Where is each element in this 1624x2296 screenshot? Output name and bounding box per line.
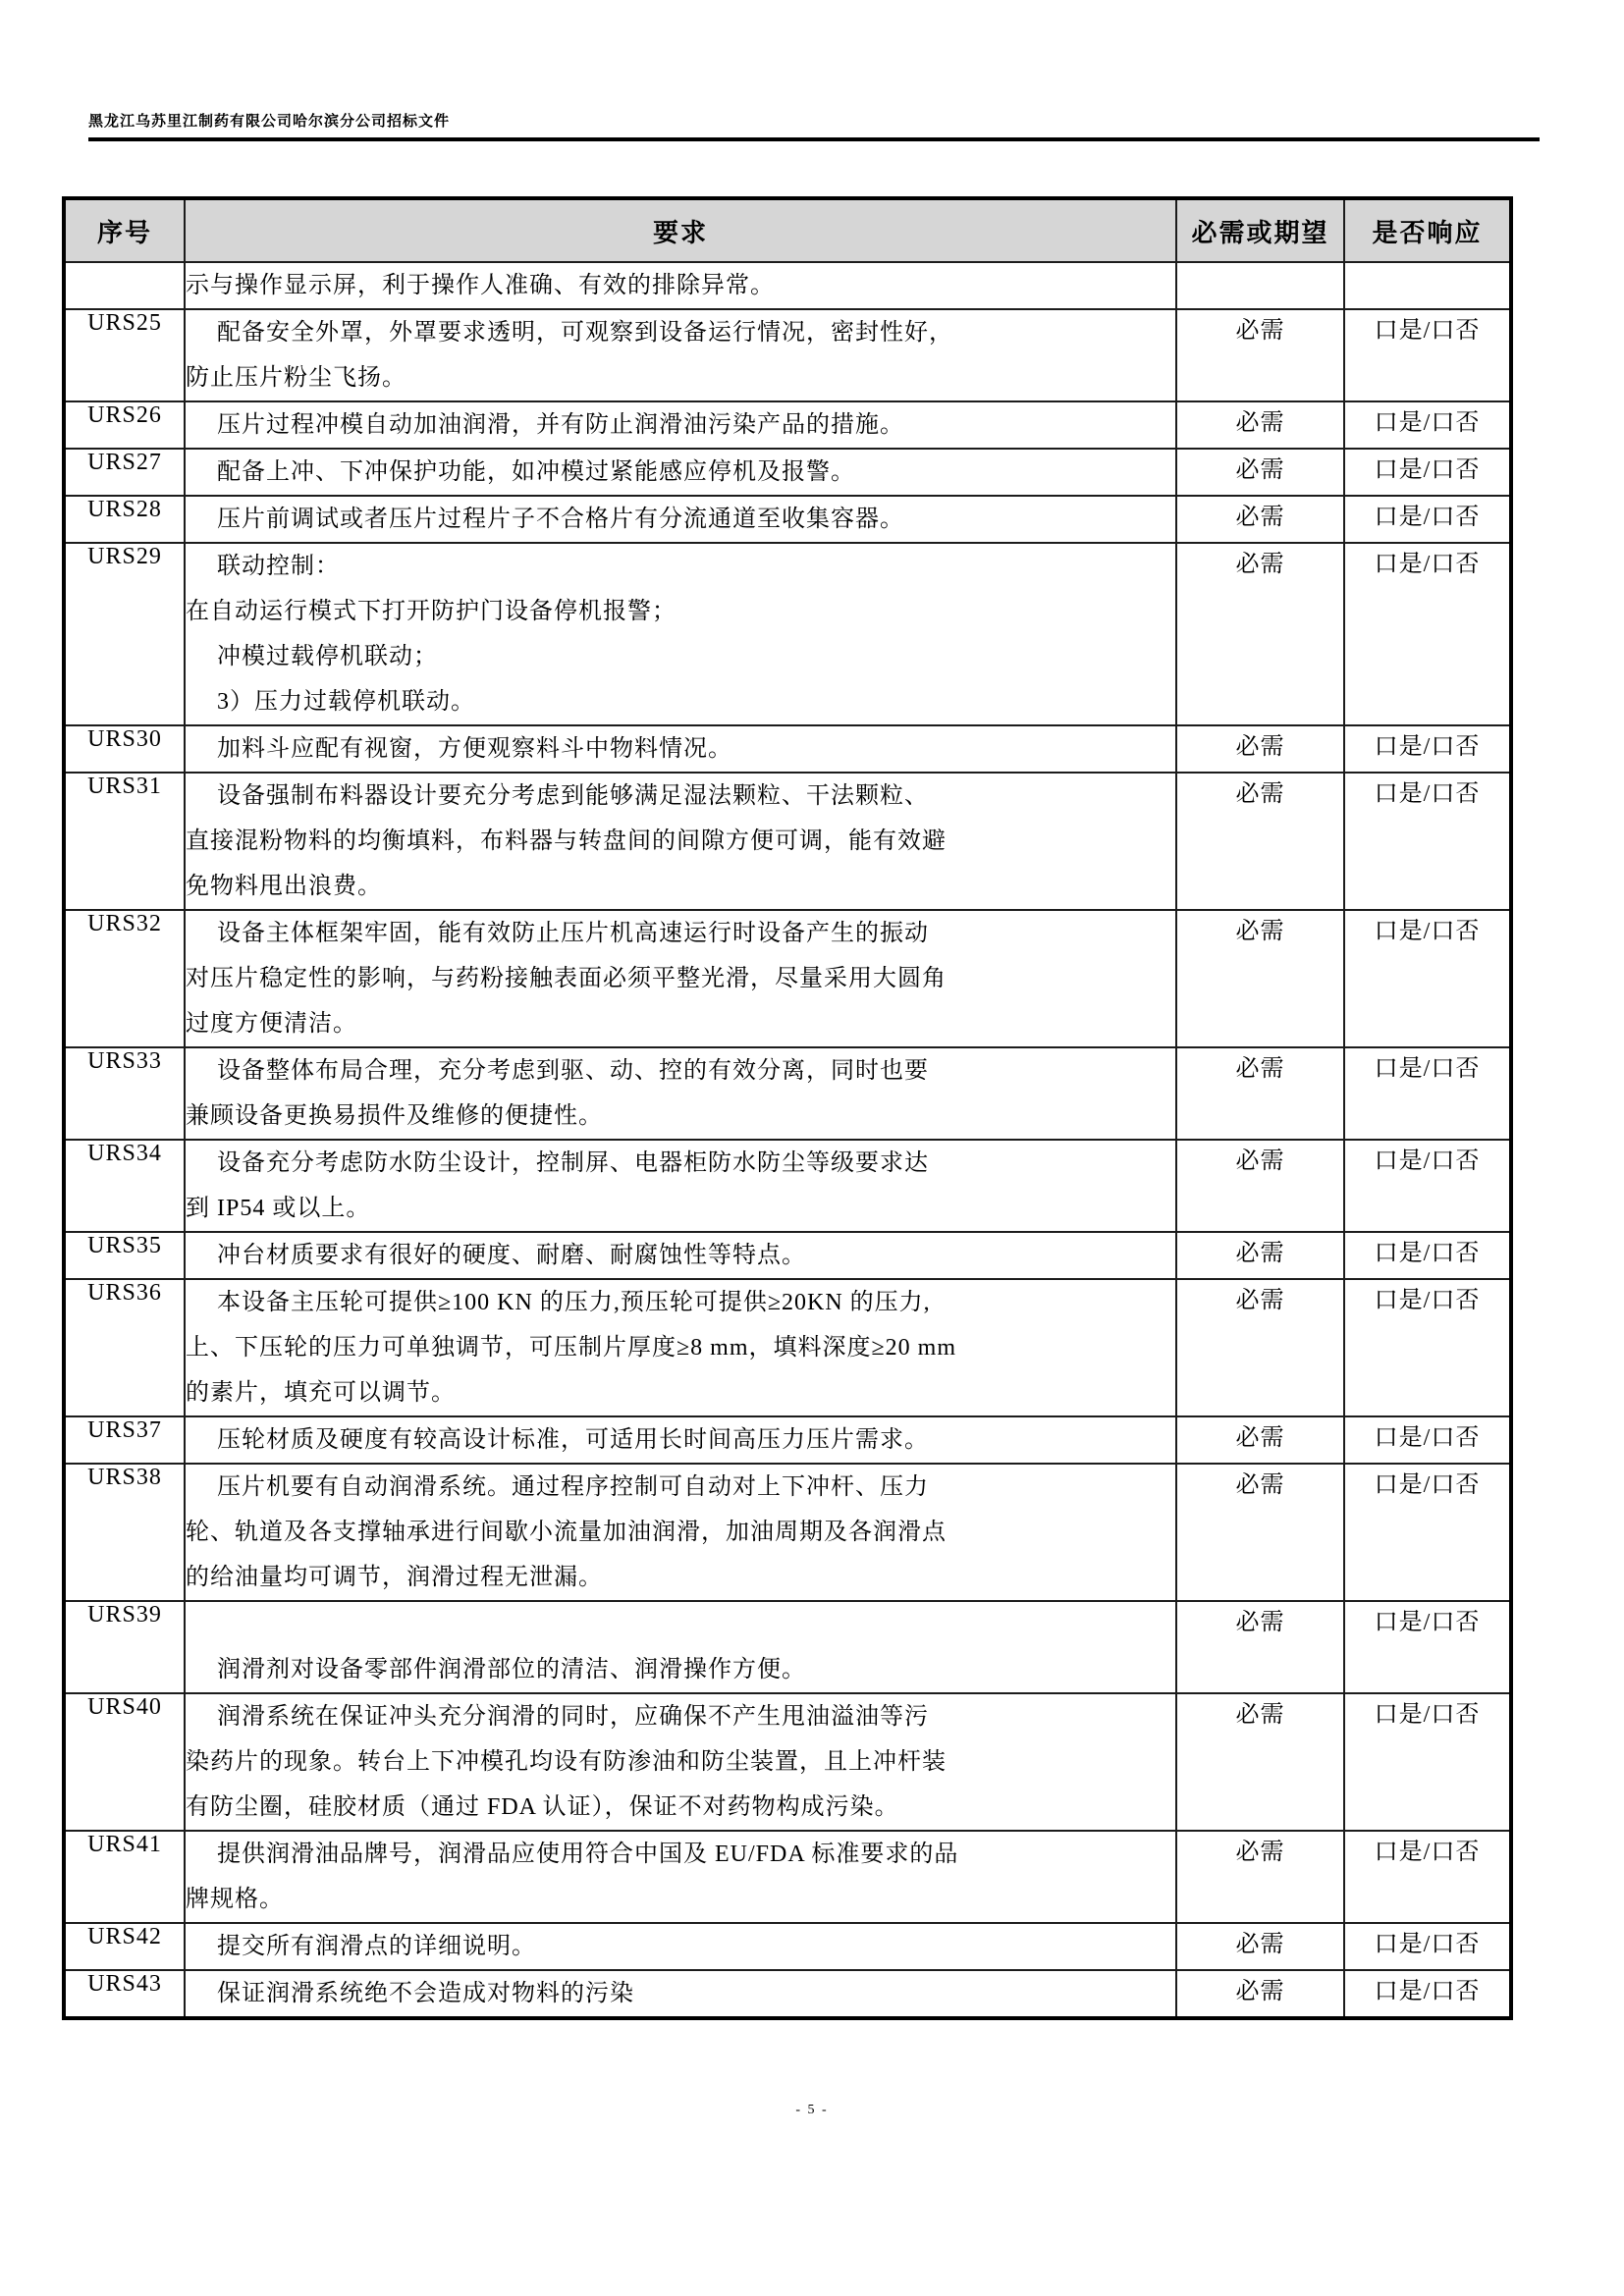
row-id-cell: URS34 — [64, 1140, 185, 1232]
table-row — [64, 1416, 1511, 1464]
table-row — [64, 543, 1511, 725]
table-row — [64, 773, 1511, 910]
requirement-line: 设备强制布料器设计要充分考虑到能够满足湿法颗粒、干法颗粒、 — [217, 783, 929, 809]
need-or-expect-cell: 必需 — [1176, 1279, 1344, 1416]
response-cell: 口是/口否 — [1344, 1232, 1511, 1279]
table-row — [64, 1970, 1511, 2018]
table-row — [64, 401, 1511, 449]
requirement-line: 在自动运行模式下打开防护门设备停机报警； — [186, 599, 677, 624]
table-row — [64, 1923, 1511, 1970]
requirement-line: 的给油量均可调节，润滑过程无泄漏。 — [186, 1565, 603, 1590]
table-row — [64, 1601, 1511, 1693]
requirement-line: 保证润滑系统绝不会造成对物料的污染 — [217, 1981, 634, 2006]
row-id-cell: URS39 — [64, 1601, 185, 1693]
requirement-cell — [185, 910, 1176, 1047]
row-id-cell: URS25 — [64, 309, 185, 401]
need-or-expect-cell: 必需 — [1176, 1923, 1344, 1970]
response-cell: 口是/口否 — [1344, 1831, 1511, 1923]
requirement-line: 冲模过载停机联动； — [217, 644, 438, 669]
requirement-cell — [185, 1464, 1176, 1601]
requirement-cell — [185, 496, 1176, 543]
need-or-expect-cell: 必需 — [1176, 1693, 1344, 1831]
response-cell: 口是/口否 — [1344, 1693, 1511, 1831]
response-cell: 口是/口否 — [1344, 1923, 1511, 1970]
requirement-line: 提交所有润滑点的详细说明。 — [217, 1934, 536, 1959]
requirement-line: 润滑系统在保证冲头充分润滑的同时，应确保不产生甩油溢油等污 — [217, 1704, 929, 1730]
requirement-line: 示与操作显示屏，利于操作人准确、有效的排除异常。 — [186, 273, 775, 298]
requirement-cell — [185, 1831, 1176, 1923]
requirement-cell — [185, 1693, 1176, 1831]
row-id-cell: URS26 — [64, 401, 185, 449]
requirement-cell — [185, 309, 1176, 401]
requirements-table — [62, 196, 1513, 2020]
table-header-row — [64, 198, 1511, 262]
need-or-expect-cell: 必需 — [1176, 1831, 1344, 1923]
requirement-line: 压轮材质及硬度有较高设计标准，可适用长时间高压力压片需求。 — [217, 1427, 929, 1453]
requirement-cell — [185, 1923, 1176, 1970]
requirement-line: 加料斗应配有视窗，方便观察料斗中物料情况。 — [217, 736, 732, 762]
requirement-cell — [185, 1140, 1176, 1232]
table-row — [64, 1279, 1511, 1416]
response-cell — [1344, 262, 1511, 309]
requirement-line: 对压片稳定性的影响，与药粉接触表面必须平整光滑，尽量采用大圆角 — [186, 966, 947, 991]
need-or-expect-cell: 必需 — [1176, 1416, 1344, 1464]
table-row — [64, 449, 1511, 496]
requirement-line: 本设备主压轮可提供≥100 KN 的压力,预压轮可提供≥20KN 的压力, — [217, 1290, 931, 1315]
column-header-need: 必需或期望 — [1176, 198, 1344, 262]
requirement-cell — [185, 543, 1176, 725]
row-id-cell — [64, 262, 185, 309]
need-or-expect-cell: 必需 — [1176, 773, 1344, 910]
row-id-cell: URS43 — [64, 1970, 185, 2018]
response-cell: 口是/口否 — [1344, 1601, 1511, 1693]
table-row — [64, 309, 1511, 401]
response-cell: 口是/口否 — [1344, 773, 1511, 910]
requirement-line: 配备安全外罩，外罩要求透明，可观察到设备运行情况，密封性好， — [217, 320, 953, 346]
row-id-cell: URS29 — [64, 543, 185, 725]
requirement-line: 压片过程冲模自动加油润滑，并有防止润滑油污染产品的措施。 — [217, 412, 904, 438]
requirement-line: 免物料甩出浪费。 — [186, 874, 382, 899]
need-or-expect-cell — [1176, 262, 1344, 309]
need-or-expect-cell: 必需 — [1176, 725, 1344, 773]
need-or-expect-cell: 必需 — [1176, 1464, 1344, 1601]
requirement-line: 设备整体布局合理，充分考虑到驱、动、控的有效分离，同时也要 — [217, 1058, 929, 1084]
requirement-cell — [185, 401, 1176, 449]
response-cell: 口是/口否 — [1344, 1416, 1511, 1464]
row-id-cell: URS27 — [64, 449, 185, 496]
requirement-line: 3）压力过载停机联动。 — [217, 689, 475, 715]
need-or-expect-cell: 必需 — [1176, 449, 1344, 496]
requirement-line: 过度方便清洁。 — [186, 1011, 357, 1037]
requirement-line: 设备主体框架牢固，能有效防止压片机高速运行时设备产生的振动 — [217, 921, 929, 946]
requirement-line: 有防尘圈，硅胶材质（通过 FDA 认证），保证不对药物构成污染。 — [186, 1794, 899, 1820]
table-row — [64, 1464, 1511, 1601]
table-row — [64, 1831, 1511, 1923]
response-cell: 口是/口否 — [1344, 1970, 1511, 2018]
row-id-cell: URS32 — [64, 910, 185, 1047]
row-id-cell: URS28 — [64, 496, 185, 543]
requirements-table-body — [64, 262, 1511, 2018]
row-id-cell: URS40 — [64, 1693, 185, 1831]
column-header-requirement: 要求 — [185, 198, 1176, 262]
response-cell: 口是/口否 — [1344, 910, 1511, 1047]
response-cell: 口是/口否 — [1344, 309, 1511, 401]
response-cell: 口是/口否 — [1344, 496, 1511, 543]
response-cell: 口是/口否 — [1344, 543, 1511, 725]
need-or-expect-cell: 必需 — [1176, 910, 1344, 1047]
table-row — [64, 496, 1511, 543]
need-or-expect-cell: 必需 — [1176, 1140, 1344, 1232]
requirement-line: 的素片，填充可以调节。 — [186, 1380, 456, 1406]
requirement-cell — [185, 262, 1176, 309]
response-cell: 口是/口否 — [1344, 1047, 1511, 1140]
table-row — [64, 910, 1511, 1047]
requirement-cell — [185, 1601, 1176, 1693]
requirement-line: 牌规格。 — [186, 1887, 284, 1912]
response-cell: 口是/口否 — [1344, 1464, 1511, 1601]
requirement-line: 冲台材质要求有很好的硬度、耐磨、耐腐蚀性等特点。 — [217, 1243, 806, 1268]
column-header-response: 是否响应 — [1344, 198, 1511, 262]
row-id-cell: URS42 — [64, 1923, 185, 1970]
table-row — [64, 262, 1511, 309]
requirement-cell — [185, 725, 1176, 773]
requirement-cell — [185, 773, 1176, 910]
requirement-cell — [185, 449, 1176, 496]
requirement-line: 上、下压轮的压力可单独调节，可压制片厚度≥8 mm，填料深度≥20 mm — [186, 1335, 957, 1361]
requirement-line: 设备充分考虑防水防尘设计，控制屏、电器柜防水防尘等级要求达 — [217, 1150, 929, 1176]
response-cell: 口是/口否 — [1344, 1140, 1511, 1232]
column-header-id: 序号 — [64, 198, 185, 262]
response-cell: 口是/口否 — [1344, 449, 1511, 496]
row-id-cell: URS36 — [64, 1279, 185, 1416]
header-rule — [88, 137, 1540, 141]
row-id-cell: URS31 — [64, 773, 185, 910]
table-row — [64, 1047, 1511, 1140]
need-or-expect-cell: 必需 — [1176, 1232, 1344, 1279]
document-header-title: 黑龙江乌苏里江制药有限公司哈尔滨分公司招标文件 — [88, 114, 451, 130]
requirement-cell — [185, 1970, 1176, 2018]
response-cell: 口是/口否 — [1344, 725, 1511, 773]
document-header — [88, 110, 1540, 141]
requirement-line: 联动控制： — [217, 554, 340, 579]
requirement-line: 防止压片粉尘飞扬。 — [186, 365, 406, 391]
table-row — [64, 725, 1511, 773]
requirement-cell — [185, 1416, 1176, 1464]
table-row — [64, 1232, 1511, 1279]
row-id-cell: URS33 — [64, 1047, 185, 1140]
requirement-cell — [185, 1047, 1176, 1140]
page-number: - 5 - — [795, 2103, 829, 2117]
row-id-cell: URS35 — [64, 1232, 185, 1279]
requirement-line: 配备上冲、下冲保护功能，如冲模过紧能感应停机及报警。 — [217, 459, 855, 485]
row-id-cell: URS41 — [64, 1831, 185, 1923]
table-row — [64, 1140, 1511, 1232]
need-or-expect-cell: 必需 — [1176, 1047, 1344, 1140]
response-cell: 口是/口否 — [1344, 1279, 1511, 1416]
requirement-line: 提供润滑油品牌号，润滑品应使用符合中国及 EU/FDA 标准要求的品 — [217, 1842, 959, 1867]
requirement-line — [186, 1602, 1175, 1647]
requirement-cell — [185, 1232, 1176, 1279]
need-or-expect-cell: 必需 — [1176, 543, 1344, 725]
row-id-cell: URS38 — [64, 1464, 185, 1601]
need-or-expect-cell: 必需 — [1176, 1970, 1344, 2018]
requirement-cell — [185, 1279, 1176, 1416]
need-or-expect-cell: 必需 — [1176, 496, 1344, 543]
need-or-expect-cell: 必需 — [1176, 309, 1344, 401]
response-cell: 口是/口否 — [1344, 401, 1511, 449]
requirement-line: 压片前调试或者压片过程片子不合格片有分流通道至收集容器。 — [217, 507, 904, 532]
requirement-line: 到 IP54 或以上。 — [186, 1196, 371, 1221]
need-or-expect-cell: 必需 — [1176, 1601, 1344, 1693]
need-or-expect-cell: 必需 — [1176, 401, 1344, 449]
requirement-line: 染药片的现象。转台上下冲模孔均设有防渗油和防尘装置，且上冲杆装 — [186, 1749, 947, 1775]
requirement-line: 直接混粉物料的均衡填料，布料器与转盘间的间隙方便可调，能有效避 — [186, 828, 947, 854]
row-id-cell: URS37 — [64, 1416, 185, 1464]
row-id-cell: URS30 — [64, 725, 185, 773]
requirement-line: 轮、轨道及各支撑轴承进行间歇小流量加油润滑，加油周期及各润滑点 — [186, 1520, 947, 1545]
requirement-line: 兼顾设备更换易损件及维修的便捷性。 — [186, 1103, 603, 1129]
requirement-line: 压片机要有自动润滑系统。通过程序控制可自动对上下冲杆、压力 — [217, 1474, 929, 1500]
table-row — [64, 1693, 1511, 1831]
requirement-line: 润滑剂对设备零部件润滑部位的清洁、润滑操作方便。 — [217, 1657, 806, 1682]
